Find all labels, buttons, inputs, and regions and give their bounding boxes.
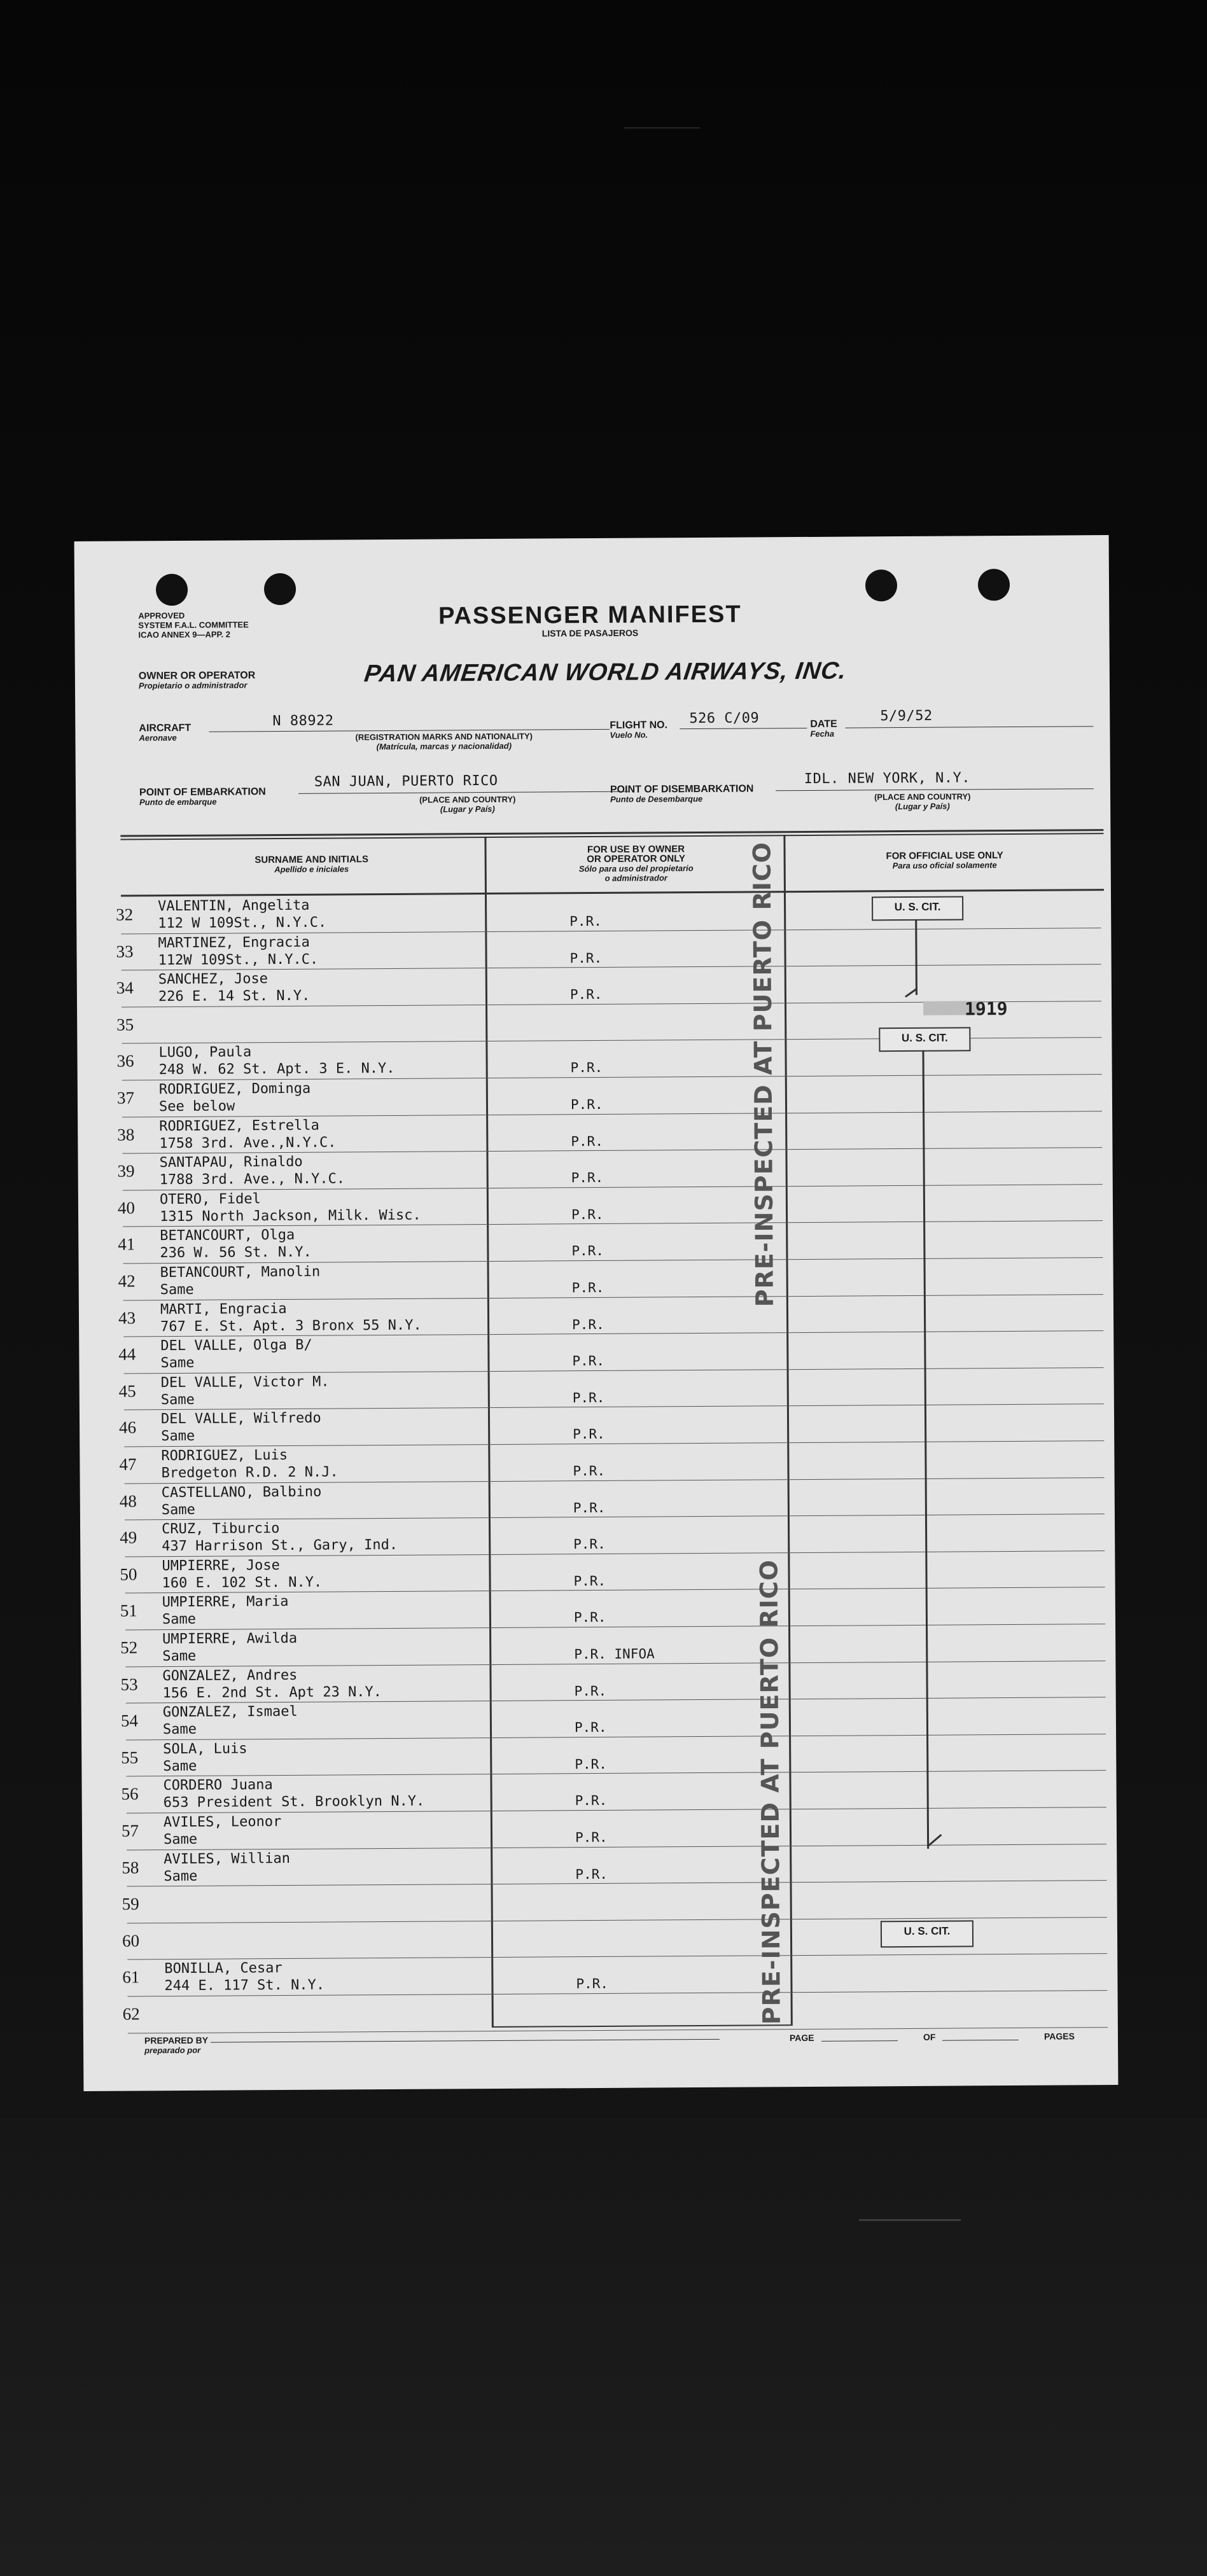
row-divider [128,2027,1108,2033]
passenger-address: Same [161,1501,195,1518]
operator-code: P.R. [573,1610,606,1626]
row-number: 39 [117,1161,135,1181]
row-divider [127,1844,1106,1850]
operator-code: P.R. [571,1279,604,1296]
date-label-block: DATE Fecha [810,718,837,739]
operator-code: P.R. [573,1536,606,1552]
passenger-name: LUGO, Paula [158,1044,252,1061]
row-number: 46 [118,1417,137,1437]
punch-hole-icon [156,574,188,606]
passenger-address: 160 E. 102 St. N.Y. [162,1574,323,1591]
row-number: 53 [120,1674,138,1694]
us-citizen-stamp: U. S. CIT. [872,896,963,921]
passenger-address: Same [160,1281,194,1298]
operator-code: P.R. [571,1170,604,1186]
row-number: 34 [116,978,134,998]
form-title-block [431,601,749,639]
passenger-name: MARTINEZ, Engracia [158,934,310,951]
passenger-name: DEL VALLE, Victor M. [160,1374,330,1391]
passenger-address: 248 W. 62 St. Apt. 3 E. N.Y. [158,1061,395,1078]
row-divider [123,1294,1103,1300]
row-divider [126,1734,1106,1740]
disembark-underline [776,788,1094,791]
row-number: 36 [116,1051,134,1071]
date-value: 5/9/52 [880,707,933,725]
embark-label-block: POINT OF EMBARKATION Punto de embarque [139,786,266,807]
row-number: 41 [118,1234,136,1254]
registration-caption: (REGISTRATION MARKS AND NATIONALITY) (Matrícula, marcas y nacionalidad) [355,731,533,752]
embark-place-caption: (PLACE AND COUNTRY) (Lugar y País) [419,794,516,814]
operator-code: P.R. [573,1500,606,1515]
approval-note: APPROVED SYSTEM F.A.L. COMMITTEE ICAO ANNEX 9—APP. 2 [138,610,249,640]
operator-name: PAN AMERICAN WORLD AIRWAYS, INC. [363,657,849,688]
operator-code: P.R. [575,1829,608,1846]
operator-code: P.R. [575,1756,607,1772]
row-divider [124,1404,1104,1410]
passenger-name: BETANCOURT, Manolin [160,1264,321,1281]
operator-code: P.R. [572,1316,604,1332]
passenger-address: Same [163,1831,198,1848]
passenger-name: CRUZ, Tiburcio [161,1521,280,1538]
operator-code: P.R. [570,1060,603,1076]
passenger-address: Same [160,1391,195,1408]
passenger-name: UMPIERRE, Jose [162,1557,280,1574]
row-divider [125,1624,1105,1630]
row-number: 45 [118,1381,136,1401]
row-number: 51 [120,1601,137,1620]
row-number: 38 [117,1125,135,1145]
year-stamp: 1919 [964,998,1008,1020]
passenger-name: DEL VALLE, Wilfredo [160,1410,321,1428]
us-citizen-stamp: U. S. CIT. [879,1027,970,1052]
row-number: 60 [122,1931,140,1951]
passenger-name: GONZALEZ, Ismael [162,1704,298,1721]
passenger-name: AVILES, Willian [164,1850,290,1867]
passenger-address: 767 E. St. Apt. 3 Bronx 55 N.Y. [160,1317,422,1335]
punch-hole-icon [865,569,897,601]
passenger-name: SANTAPAU, Rinaldo [159,1154,303,1171]
row-divider [126,1771,1106,1777]
passenger-name: SANCHEZ, Jose [158,971,269,988]
passenger-address: Bredgeton R.D. 2 N.J. [161,1464,338,1482]
pages-label: PAGES [1043,2031,1075,2042]
passenger-name: BONILLA, Cesar [164,1960,283,1977]
passenger-address: Same [162,1612,196,1628]
embark-value: SAN JUAN, PUERTO RICO [314,772,498,790]
operator-code: P.R. [575,1793,608,1809]
row-number: 50 [120,1564,137,1584]
operator-code: P.R. [573,1573,606,1589]
passenger-name: BETANCOURT, Olga [160,1227,295,1244]
row-number: 47 [119,1454,137,1474]
passenger-address: 437 Harrison St., Gary, Ind. [162,1537,398,1555]
operator-code: P.R. [572,1353,605,1369]
passenger-address: Same [161,1428,195,1445]
passenger-name: VALENTIN, Angelita [158,897,310,915]
row-number: 48 [119,1491,137,1511]
disembark-value: IDL. NEW YORK, N.Y. [804,770,971,787]
passenger-name: UMPIERRE, Maria [162,1594,289,1611]
passenger-name: MARTI, Engracia [160,1300,287,1318]
operator-code: P.R. [575,1866,608,1882]
flight-value: 526 C/09 [689,710,760,727]
row-number: 57 [121,1821,139,1841]
aircraft-label-block: AIRCRAFT Aeronave [139,722,192,743]
operator-code: P.R. [569,987,603,1003]
passenger-address: See below [158,1098,235,1115]
row-number: 32 [116,905,134,924]
operator-code: P.R. [571,1133,603,1149]
operator-code: P.R. [569,950,603,966]
prepared-by-underline [211,2039,720,2043]
passenger-name: RODRIGUEZ, Estrella [159,1117,319,1134]
row-number: 33 [116,942,134,961]
disembark-label-block: POINT OF DISEMBARKATION Punto de Desembarque [610,783,754,804]
row-number: 44 [118,1344,136,1364]
page-subtitle: LISTA DE PASAJEROS [541,627,639,639]
passenger-address: 244 E. 117 St. N.Y. [164,1977,325,1995]
row-number: 43 [118,1308,136,1328]
row-number: 62 [122,2004,140,2024]
passenger-name: GONZALEZ, Andres [162,1667,298,1684]
passenger-name: UMPIERRE, Awilda [162,1630,298,1648]
film-scratch [859,2219,961,2221]
date-underline [845,726,1093,728]
row-number: 61 [122,1967,140,1987]
passenger-address: 112 W 109St., N.Y.C. [158,914,327,932]
embark-underline [298,791,629,794]
passenger-name: RODRIGUEZ, Luis [161,1447,288,1465]
operator-code: P.R. [574,1683,607,1699]
pre-inspected-stamp: PRE-INSPECTED AT PUERTO RICO [748,841,779,1307]
passenger-name: CASTELLANO, Balbino [161,1484,322,1501]
operator-code: P.R. [571,1243,604,1259]
row-number: 56 [121,1784,139,1804]
row-number: 40 [117,1198,136,1218]
row-divider [124,1440,1104,1447]
row-number: 58 [122,1858,139,1877]
passenger-name: DEL VALLE, Olga B/ [160,1337,312,1354]
page-label: PAGE [789,2032,814,2043]
page-underline [821,2040,898,2042]
disembark-place-caption: (PLACE AND COUNTRY) (Lugar y País) [874,791,971,812]
row-number: 54 [120,1711,138,1730]
page-title: PASSENGER MANIFEST [438,601,742,630]
bracket-line [922,1050,929,1849]
row-number: 49 [120,1528,137,1547]
flight-underline [680,728,807,729]
operator-code: P.R. [572,1389,605,1406]
column-header-name: SURNAME AND INITIALS Apellido e iniciales [255,854,368,875]
passenger-address: 653 President St. Brooklyn N.Y. [163,1793,425,1811]
passenger-name: OTERO, Fidel [159,1191,261,1208]
passenger-name: RODRIGUEZ, Dominga [158,1080,311,1098]
operator-code: P.R. [570,1096,603,1113]
owner-label-block: OWNER OR OPERATOR Propietario o administrador [138,670,256,691]
column-header-owner: FOR USE BY OWNER OR OPERATOR ONLY Sólo para uso del propietario o administrador [578,844,694,883]
operator-code: P.R. [573,1426,605,1442]
row-number: 37 [116,1088,135,1108]
passenger-address: 226 E. 14 St. N.Y. [158,987,310,1005]
punch-hole-icon [264,573,296,605]
manifest-sheet [74,535,1119,2091]
row-divider [124,1367,1104,1374]
passenger-address: 1315 North Jackson, Milk. Wisc. [159,1207,421,1225]
row-divider [127,1880,1106,1886]
operator-code: P.R. [573,1463,606,1479]
column-header-official: FOR OFFICIAL USE ONLY Para uso oficial solamente [886,850,1003,871]
row-divider [125,1514,1105,1520]
prepared-by-block: PREPARED BY preparado por [144,2035,209,2056]
operator-code: P.R. [576,1976,609,1992]
row-divider [127,1954,1107,1960]
table-bottom-segment [492,2024,793,2028]
film-scratch-top [624,127,700,129]
operator-code: P.R. [571,1206,604,1223]
operator-code: P.R. [569,913,602,929]
row-number: 52 [120,1638,138,1657]
us-citizen-stamp: U. S. CIT. [881,1920,973,1947]
row-number: 59 [122,1894,139,1914]
flight-label-block: FLIGHT NO. Vuelo No. [610,720,668,740]
row-number: 35 [116,1015,134,1034]
passenger-address: Same [163,1758,197,1774]
passenger-address: 112W 109St., N.Y.C. [158,951,319,968]
operator-code: P.R. [574,1720,607,1736]
passenger-address: 156 E. 2nd St. Apt 23 N.Y. [162,1683,382,1701]
of-label: OF [923,2031,936,2042]
passenger-name: AVILES, Leonor [163,1814,282,1831]
row-number: 55 [121,1748,139,1767]
punch-hole-icon [978,569,1010,601]
aircraft-value: N 88922 [272,713,334,730]
row-divider [122,1111,1102,1117]
passenger-name: SOLA, Luis [163,1741,248,1757]
passenger-address: 236 W. 56 St. N.Y. [160,1244,312,1262]
row-number: 42 [118,1271,136,1291]
operator-code: P.R. INFOA [574,1646,655,1662]
pre-inspected-stamp: PRE-INSPECTED AT PUERTO RICO [755,1559,786,2025]
passenger-name: CORDERO Juana [163,1777,273,1794]
passenger-address: 1758 3rd. Ave.,N.Y.C. [159,1134,337,1152]
passenger-address: Same [160,1355,195,1372]
passenger-address: Same [162,1648,197,1665]
of-underline [942,2040,1019,2041]
passenger-address: 1788 3rd. Ave., N.Y.C. [159,1171,345,1188]
passenger-address: Same [164,1868,198,1884]
passenger-address: Same [162,1722,197,1738]
bracket-line [915,920,917,995]
film-lower-band [0,2119,1207,2576]
